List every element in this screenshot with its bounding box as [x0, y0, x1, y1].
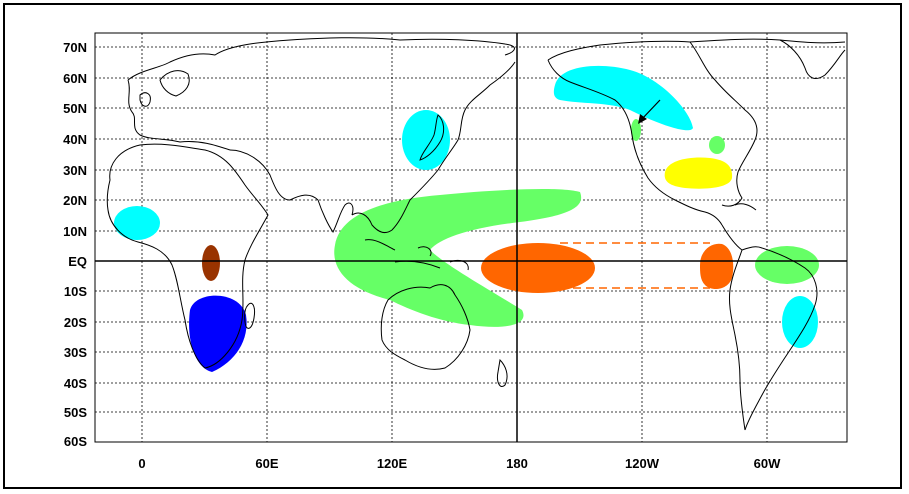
lon-label: 60W	[753, 456, 781, 471]
lat-label: 30N	[63, 163, 87, 178]
latitude-labels	[63, 40, 87, 449]
region-green-great-lakes	[709, 136, 725, 154]
lat-label: 30S	[63, 345, 87, 360]
longitude-labels	[138, 456, 781, 471]
lat-label: 70N	[63, 40, 87, 55]
lat-label: 10N	[63, 224, 87, 239]
lat-label: 50S	[63, 405, 87, 420]
region-orange-east-pacific	[700, 244, 733, 289]
lon-label: 60E	[255, 456, 279, 471]
lat-label: 60N	[63, 71, 87, 86]
lat-label: 50N	[63, 101, 87, 116]
region-cyan-southeast-brazil	[782, 296, 818, 348]
coastlines	[107, 38, 845, 430]
lon-label: 120E	[376, 456, 408, 471]
lon-label: 120W	[625, 456, 659, 471]
lat-label: 20N	[63, 193, 87, 208]
lat-label: 60S	[63, 434, 87, 449]
impact-regions	[114, 66, 819, 372]
lon-label: 0	[138, 456, 146, 471]
lat-label: 40S	[63, 376, 87, 391]
region-yellow-southern-us	[665, 158, 732, 189]
region-brown-south-central-africa	[202, 245, 220, 281]
plot-area	[95, 33, 847, 442]
lat-label: 10S	[63, 284, 87, 299]
region-cyan-japan-korea	[402, 110, 450, 170]
lat-label: EQ	[68, 254, 87, 269]
region-cyan-west-africa	[114, 206, 160, 240]
region-orange-central-pacific	[481, 243, 595, 293]
region-cyan-north-pacific	[554, 66, 693, 130]
lat-label: 40N	[63, 132, 87, 147]
lon-label: 180	[506, 456, 528, 471]
longitude-gridlines	[142, 33, 767, 442]
plot-border	[95, 33, 847, 442]
lat-label: 20S	[63, 315, 87, 330]
region-green-amazon	[755, 246, 819, 284]
